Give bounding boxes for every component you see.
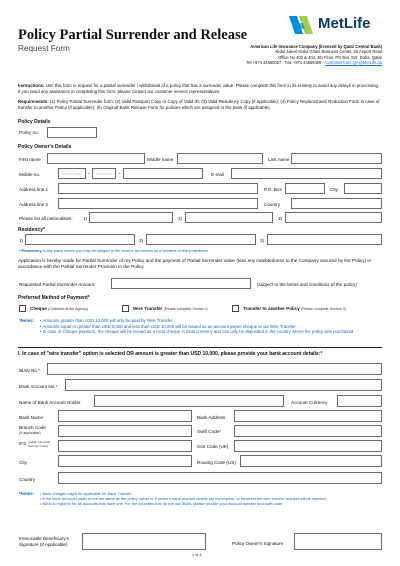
account-holder-label: Name of Bank Account Holder [19, 400, 81, 405]
amount-input[interactable] [111, 278, 251, 289]
transfer-policy-checkbox[interactable] [232, 305, 239, 312]
bank-note-3: • IBAN is required for all accounts that have one. For the countries that do not use IBAN, please provide your account number and swift code. [40, 501, 284, 507]
address-line-1-label: Address line 1 [19, 187, 49, 192]
email-label: E-mail [211, 172, 225, 177]
beneficiary-signature-label: Irrevocable Beneficiary's [19, 536, 69, 541]
page-number: 1 of 4 [192, 553, 202, 557]
brand-name: MetLife [318, 15, 371, 32]
branch-code-note: (If applicable) [19, 431, 41, 435]
company-info [182, 44, 382, 65]
bank-city-input[interactable] [58, 455, 192, 467]
area-code-input[interactable]: Area code [92, 168, 116, 179]
residency-1-input[interactable] [25, 234, 135, 245]
bank-notes-label: *Notes: [19, 491, 35, 496]
account-currency-input[interactable] [337, 395, 382, 407]
bank-notes [40, 491, 380, 506]
sort-code-input[interactable] [234, 440, 382, 452]
residency-3-label: 3) [260, 238, 265, 243]
payment-heading: Preferred Method of Payment* [18, 295, 90, 301]
bank-address-input[interactable] [234, 410, 382, 422]
dash-2: – [118, 171, 121, 176]
country-label: Country [264, 202, 281, 207]
email-input[interactable] [231, 168, 382, 179]
bank-account-input[interactable] [65, 379, 382, 391]
beneficiary-signature-label-2: Signature (if Applicable) [19, 542, 68, 547]
residency-note [19, 249, 209, 254]
requirements [18, 99, 382, 111]
company-tel: Tel +974 44650057 - Fax +974 44659409 - [246, 59, 324, 65]
owner-signature-label: Policy Owner's Signature [232, 541, 284, 546]
bank-name-input[interactable] [58, 410, 192, 422]
bank-address-label: Bank Address [197, 415, 226, 420]
residency-2-input[interactable] [146, 234, 256, 245]
address-line-2-input[interactable] [58, 198, 258, 209]
branch-code-label: Branch Code [19, 425, 46, 430]
country-input[interactable] [291, 198, 382, 209]
residency-note-label: **Residency [19, 248, 42, 253]
cheque-note: (Collected at the Agency) [48, 307, 89, 311]
last-name-input[interactable] [291, 153, 382, 164]
nationality-2-label: 2) [178, 216, 183, 221]
swift-code-label: Swift Code* [197, 429, 222, 434]
section-1-heading: I. In case of "wire transfer" option is selected OR amount is greater than USD 10,000, please provide your bank account details:* [18, 351, 323, 357]
account-holder-input[interactable] [94, 395, 284, 407]
policy-no-input[interactable] [47, 127, 97, 138]
ifs-label: IFS [19, 441, 27, 446]
wire-transfer-note: (Please complete Section I) [163, 307, 208, 311]
middle-name-label: Middle name [147, 157, 174, 162]
form-subtitle: Request Form [18, 44, 70, 53]
company-name: American Life Insurance Company (licensed by Qatar Central Bank) [250, 44, 382, 49]
address-line-1-input[interactable] [58, 183, 258, 194]
cheque-checkbox[interactable] [19, 305, 26, 312]
requirements-text: (1) Policy Partial Surrender form; (2) Valid Passport Copy or Copy of Valid ID; (3) Valid Residency Copy (if applicable); (4) Policy Replacement/ Reduction Form in case of transfer to another Policy (if applicable); (5) Original Bank Release Form for policies which are assigned to the bank (if applicable). [18, 99, 380, 110]
payment-note-3: • In case of Cheque payment, the cheque will be issued as a local cheque in local currency and can only be deposited in the country where the policy was purchased. [40, 329, 355, 335]
instructions [18, 83, 382, 95]
amount-suffix: (subject to the terms and conditions of the policy) [257, 282, 357, 287]
application-text: Application is hereby made for Partial Surrender of my Policy and the payment of Partial Surrender value (less any indebtedness to the Company secured by the Policy) in accordance with the Partial Surrender Provision in the Policy. [18, 258, 372, 270]
branch-code-input[interactable] [58, 425, 192, 437]
residency-note-text: is any place where you may be obliged to file income tax returns as a resident of that jurisdiction. [41, 248, 209, 253]
city-input[interactable] [344, 183, 382, 194]
beneficiary-signature-input[interactable] [82, 533, 206, 550]
bank-note-2: • If the bank account holder is not the same as the policy owner or if owner's bank account details are incomplete, or incorrect the wire transfer request will be rejected. [40, 496, 327, 502]
owner-details-heading: Policy Owner's Details [18, 144, 72, 150]
metlife-logo-icon [287, 13, 315, 37]
instructions-text: Use this form to request for a partial surrender / withdrawal of a policy that has a surrender value. Please complete this form in its entirety to avoid any delays in processing. If you need any assistance in completing this form, please contact our customer service representatives. [18, 83, 380, 94]
nationality-1-input[interactable] [89, 212, 173, 223]
nationalities-label: Please list all nationalities: [19, 216, 73, 221]
bank-country-input[interactable] [58, 472, 382, 484]
company-address-1: Abdul Jaleel Abdul Ghani Business Center, 26 Airport Road [274, 49, 382, 55]
bank-account-label: Bank Account No.* [19, 384, 58, 389]
amount-label: Requested Partial Surrender Amount: [19, 282, 96, 287]
cheque-label: Cheque [30, 306, 47, 311]
nationality-3-label: 3) [278, 216, 283, 221]
routing-code-input[interactable] [240, 455, 382, 467]
bank-name-label: Bank Name [19, 415, 44, 420]
first-name-label: First name [19, 157, 41, 162]
bank-country-label: Country [19, 477, 36, 482]
country-code-input[interactable]: Country code [58, 168, 86, 179]
residency-2-label: 2) [139, 238, 144, 243]
ifs-input[interactable] [58, 440, 192, 452]
routing-code-label: Routing Code (US) [197, 460, 236, 465]
address-line-2-label: Address line 2 [19, 202, 49, 207]
bank-note-1: • Bank charges might be applicable for Bank Transfer. [40, 491, 133, 496]
payment-notes [40, 318, 380, 335]
iban-input[interactable] [47, 363, 382, 375]
residency-1-label: 1) [19, 238, 24, 243]
nationality-3-input[interactable] [285, 212, 382, 223]
account-currency-label: Account Currency [291, 400, 328, 405]
residency-heading: Residency* [18, 227, 45, 233]
residency-3-input[interactable] [267, 234, 382, 245]
wire-transfer-checkbox[interactable] [122, 305, 129, 312]
city-label: City [330, 187, 338, 192]
ifs-note: (Indian Financial Security Code) [28, 440, 51, 448]
sort-code-label: Sort Code (UK) [197, 444, 229, 449]
nationality-1-label: 1) [83, 216, 88, 221]
instructions-label: Instructions: [18, 83, 45, 88]
dash-1: – [88, 171, 91, 176]
last-name-label: Last name [268, 157, 290, 162]
po-box-label: P.O. Box [264, 187, 282, 192]
nationality-2-input[interactable] [185, 212, 273, 223]
iban-label: IBAN No.* [19, 368, 40, 373]
divider [18, 347, 382, 348]
owner-signature-input[interactable] [294, 533, 382, 550]
policy-details-heading: Policy Details [18, 119, 51, 125]
po-box-input[interactable] [285, 183, 325, 194]
swift-code-input[interactable] [234, 425, 382, 437]
mobile-number-input[interactable] [123, 168, 203, 179]
payment-note-1: • Amounts greater than USD 10,000 will only be paid by Wire Transfer. [40, 318, 174, 323]
company-address-2: Office No 402 & 403, 4th Floor, PO Box 310, Doha, Qatar [278, 54, 382, 60]
middle-name-input[interactable] [177, 153, 263, 164]
mobile-label: Mobile no. [19, 172, 41, 177]
policy-no-label: Policy no. [19, 130, 39, 135]
first-name-input[interactable] [47, 153, 145, 164]
wire-transfer-label: Wire Transfer [133, 306, 163, 311]
form-title: Policy Partial Surrender and Release [18, 27, 248, 43]
payment-note-2: • Amounts equal or greater than USD 5,000 and less than USD 10,000 will be issued as an account payee cheque or via Wire Transfer. [40, 323, 297, 329]
bank-city-label: City [19, 460, 27, 465]
payment-notes-label: *Notes: [19, 318, 35, 323]
company-email-link[interactable]: CustomerCare.QA@MetLife.qa [325, 59, 382, 65]
transfer-policy-label: Transfer to another Policy [243, 306, 300, 311]
requirements-label: Requirements: [18, 99, 49, 104]
transfer-policy-note: (Please complete Section II) [300, 307, 346, 311]
